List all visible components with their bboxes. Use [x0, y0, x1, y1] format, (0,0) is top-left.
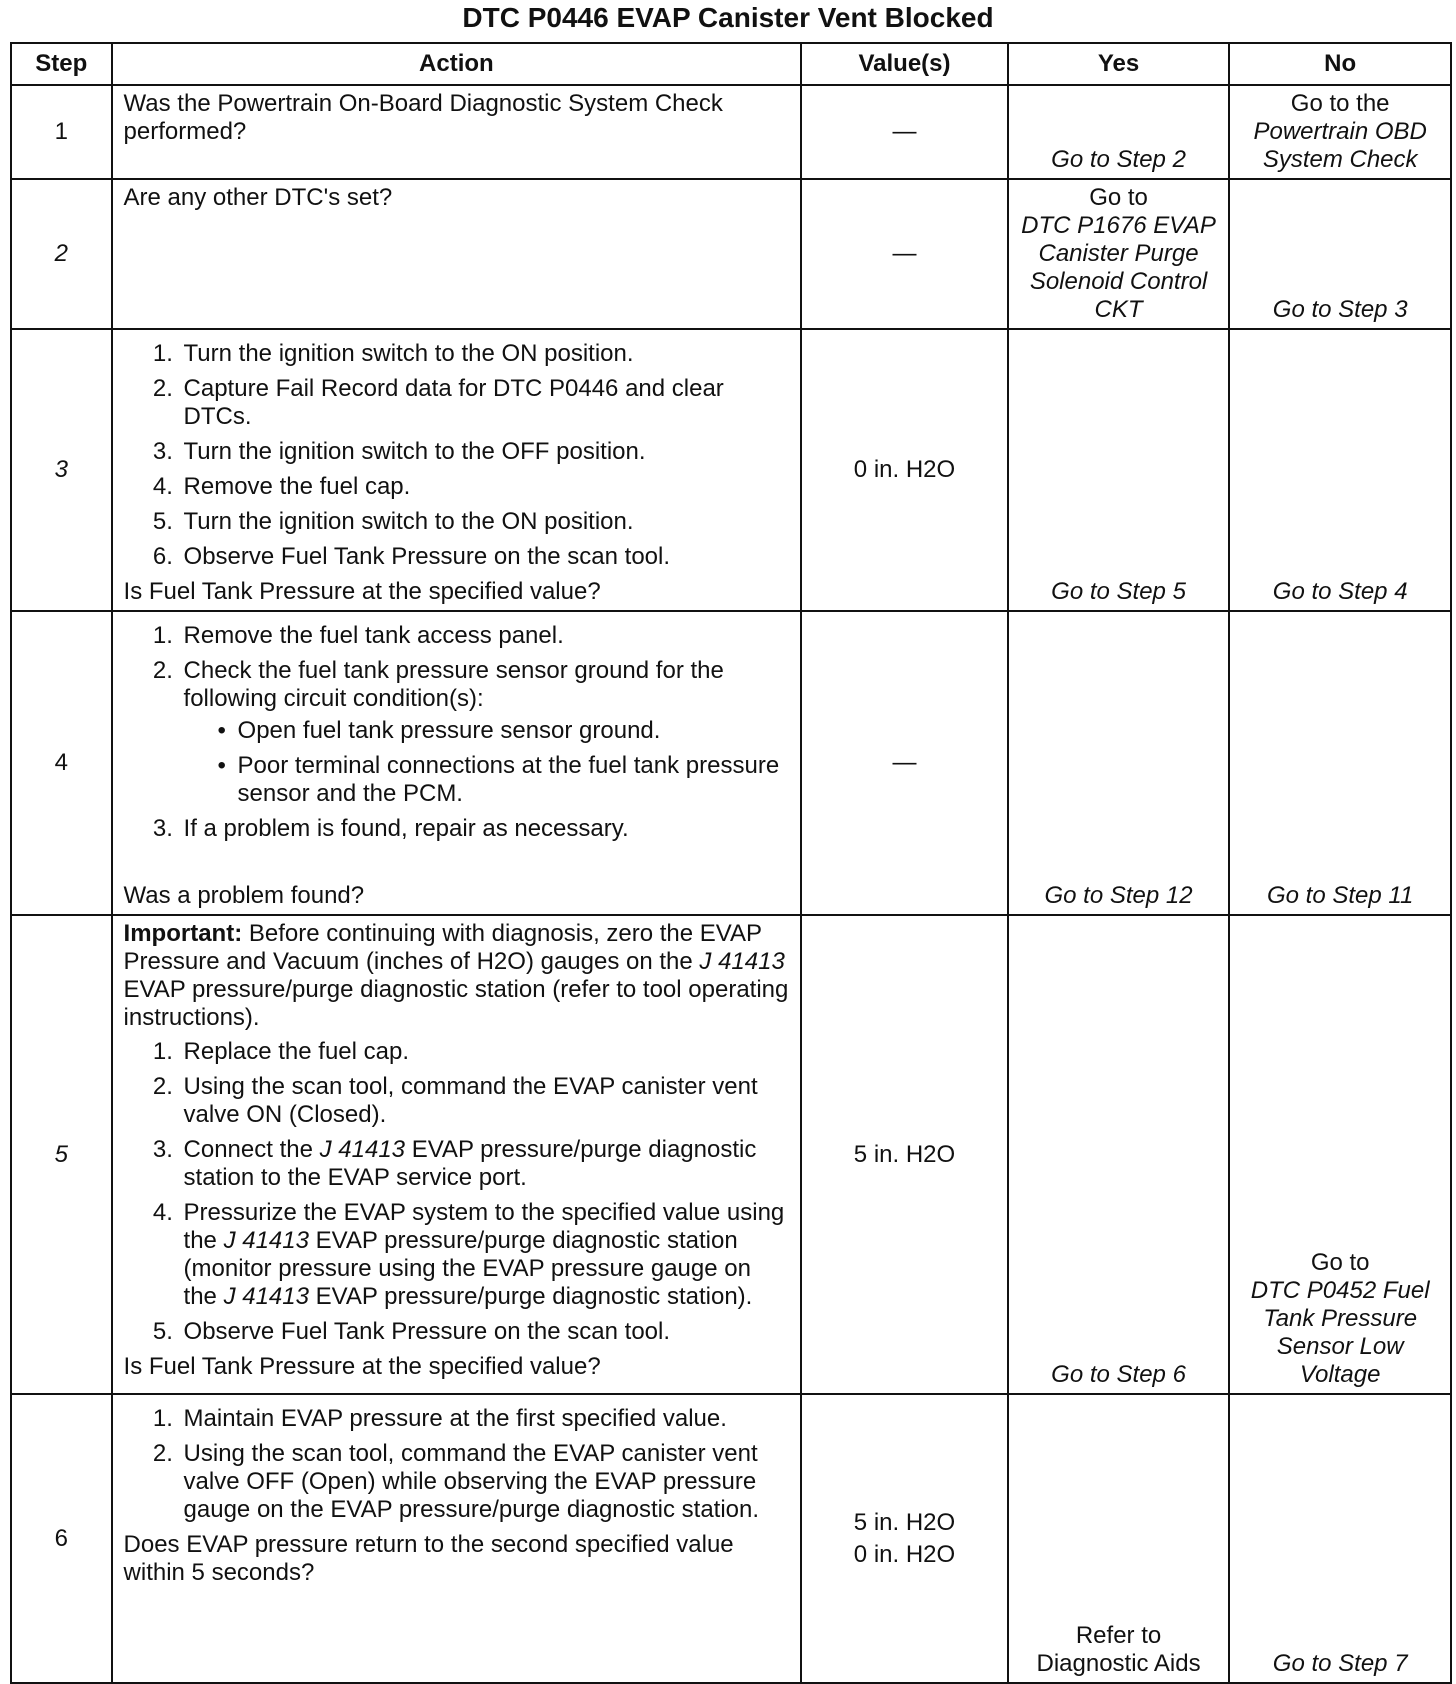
yes-cell: Refer to Diagnostic Aids [1008, 1394, 1230, 1683]
important-text: EVAP pressure/purge diagnostic station (refer to tool operating instructions). [123, 976, 789, 1031]
list-item: 5. Turn the ignition switch to the ON position. [180, 508, 790, 536]
no-cell: Go to Step 11 [1229, 611, 1451, 915]
tool-name: J 41413 [223, 1283, 309, 1310]
important-text: Before continuing with diagnosis, zero the EVAP Pressure and Vacuum (inches of H2O) gauges on the [123, 920, 762, 975]
table-row [11, 179, 1451, 329]
no-cell [1229, 85, 1451, 179]
question-text: Is Fuel Tank Pressure at the specified value? [123, 1353, 601, 1380]
yes-text: Go to [1089, 184, 1148, 211]
value-first: 5 in. H2O [853, 1508, 956, 1536]
list-item: 2. Using the scan tool, command the EVAP canister vent valve OFF (Open) while observing the EVAP pressure gauge on the EVAP pressure/purge diagnostic station. [180, 1440, 790, 1524]
value-cell: 5 in. H2O [801, 915, 1007, 1394]
action-cell [112, 1394, 802, 1683]
yes-cell: Go to Step 12 [1008, 611, 1230, 915]
action-cell [112, 611, 802, 915]
action-cell [112, 179, 802, 329]
yes-cell: Go to Step 2 [1008, 85, 1230, 179]
list-item: 1. Turn the ignition switch to the ON position. [180, 340, 790, 368]
list-item: 1. Maintain EVAP pressure at the first specified value. [180, 1405, 790, 1433]
question-text: Are any other DTC's set? [123, 184, 393, 211]
tool-name: J 41413 [223, 1227, 309, 1254]
question-text: Was the Powertrain On-Board Diagnostic System Check performed? [123, 90, 723, 145]
bullet-list [184, 717, 790, 808]
step-number: 4 [11, 611, 112, 915]
table-row [11, 915, 1451, 1394]
value-cell [801, 1394, 1007, 1683]
list-item: 3. If a problem is found, repair as necessary. [180, 815, 790, 843]
no-cell: Go to Step 3 [1229, 179, 1451, 329]
action-cell [112, 85, 802, 179]
list-item-text: EVAP pressure/purge diagnostic station (monitor pressure using the EVAP pressure gauge on the [183, 1227, 751, 1310]
action-list [124, 1405, 790, 1524]
yes-cell: Go to Step 5 [1008, 329, 1230, 611]
value-second: 0 in. H2O [853, 1540, 956, 1568]
no-text: Go to [1310, 1249, 1370, 1276]
yes-cell: Go to Step 6 [1008, 915, 1230, 1394]
question-text: Was a problem found? [123, 882, 365, 909]
header-step: Step [11, 43, 112, 85]
yes-cell [1008, 179, 1230, 329]
no-link: DTC P0452 Fuel Tank Pressure Sensor Low Voltage [1250, 1277, 1430, 1388]
action-list [124, 340, 790, 571]
list-item: 3. Turn the ignition switch to the OFF position. [180, 438, 790, 466]
value-cell: — [801, 85, 1007, 179]
list-item-text: Connect the [183, 1136, 320, 1163]
list-item [180, 1199, 790, 1311]
table-row [11, 1394, 1451, 1683]
no-cell: Go to Step 7 [1229, 1394, 1451, 1683]
list-item: 1. Remove the fuel tank access panel. [180, 622, 790, 650]
step-number: 6 [11, 1394, 112, 1683]
list-item: 5. Observe Fuel Tank Pressure on the scan tool. [180, 1318, 790, 1346]
important-note [124, 920, 790, 1032]
list-item-text: Check the fuel tank pressure sensor ground for the following circuit condition(s): [183, 657, 724, 712]
header-row [11, 43, 1451, 85]
action-cell [112, 915, 802, 1394]
list-item: 1. Replace the fuel cap. [180, 1038, 790, 1066]
list-item: 4. Remove the fuel cap. [180, 473, 790, 501]
action-cell [112, 329, 802, 611]
list-item: 2. Using the scan tool, command the EVAP canister vent valve ON (Closed). [180, 1073, 790, 1129]
step-number: 5 [11, 915, 112, 1394]
value-cell: — [801, 611, 1007, 915]
step-number: 1 [11, 85, 112, 179]
question-text: Does EVAP pressure return to the second specified value within 5 seconds? [123, 1531, 734, 1586]
header-no: No [1229, 43, 1451, 85]
action-list [124, 1038, 790, 1346]
no-cell: Go to Step 4 [1229, 329, 1451, 611]
yes-link: DTC P1676 EVAP Canister Purge Solenoid Control CKT [1021, 212, 1216, 323]
list-item-text: EVAP pressure/purge diagnostic station). [308, 1283, 753, 1310]
tool-name: J 41413 [699, 948, 785, 975]
table-row [11, 329, 1451, 611]
no-cell [1229, 915, 1451, 1394]
page-title: DTC P0446 EVAP Canister Vent Blocked [462, 2, 994, 33]
bullet-item: • Open fuel tank pressure sensor ground. [218, 717, 790, 745]
list-item [180, 657, 790, 808]
header-values: Value(s) [801, 43, 1007, 85]
list-item: 2. Capture Fail Record data for DTC P0446 and clear DTCs. [180, 375, 790, 431]
table-row [11, 611, 1451, 915]
value-cell: 0 in. H2O [801, 329, 1007, 611]
list-item [180, 1136, 790, 1192]
important-label: Important: [123, 920, 243, 947]
step-number: 3 [11, 329, 112, 611]
diagnostic-table [10, 42, 1452, 1684]
table-row [11, 85, 1451, 179]
action-list [124, 622, 790, 843]
no-link: Powertrain OBD System Check [1253, 118, 1427, 173]
bullet-item: • Poor terminal connections at the fuel tank pressure sensor and the PCM. [218, 752, 790, 808]
tool-name: J 41413 [319, 1136, 406, 1163]
header-yes: Yes [1008, 43, 1230, 85]
list-item-text: Pressurize the EVAP system to the specified value using the [183, 1199, 785, 1254]
list-item-text: EVAP pressure/purge diagnostic station to the EVAP service port. [183, 1136, 757, 1191]
value-cell: — [801, 179, 1007, 329]
no-text: Go to the [1290, 90, 1390, 117]
header-action: Action [112, 43, 802, 85]
question-text: Is Fuel Tank Pressure at the specified value? [123, 578, 601, 605]
list-item: 6. Observe Fuel Tank Pressure on the scan tool. [180, 543, 790, 571]
step-number: 2 [11, 179, 112, 329]
